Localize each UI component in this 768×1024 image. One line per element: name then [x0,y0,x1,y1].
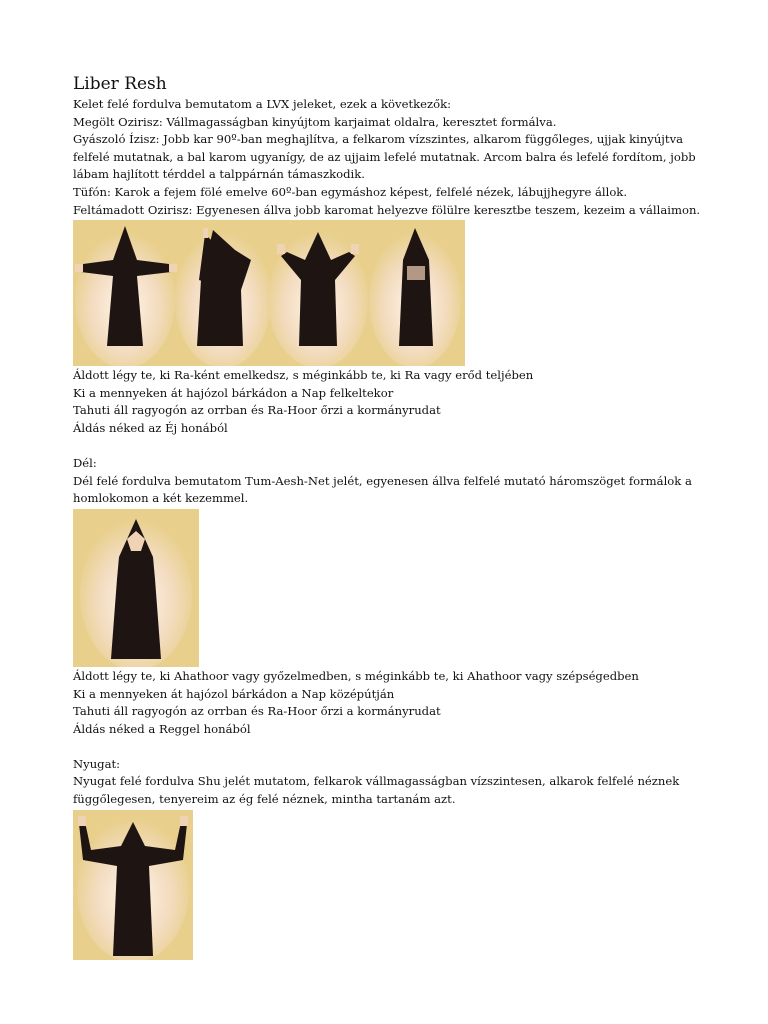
tum-aesh-net-photo [73,509,199,667]
south-line-2: homlokomon a két kezemmel. [73,491,249,506]
lvx-signs-illustration [73,220,465,366]
tum-aesh-net-illustration [73,509,199,667]
east-prayer-1: Áldott légy te, ki Ra-ként emelkedsz, s méginkább te, ki Ra vagy erőd teljében [73,368,534,383]
spacer [73,438,693,456]
east-intro: Kelet felé fordulva bemutatom a LVX jeleket, ezek a következők: [73,97,452,111]
south-prayer-2: Ki a mennyeken át hajózol bárkádon a Nap középútján [73,686,395,701]
east-prayer-4: Áldás néked az Éj honából [73,420,228,435]
spacer [73,738,693,756]
shu-photo [73,810,193,960]
south-prayer-4: Áldás néked a Reggel honából [73,721,251,736]
west-line-1: Nyugat felé fordulva Shu jelét mutatom, felkarok vállmagasságban vízszintesen, alkarok felfelé néznek [73,774,680,789]
south-prayer-1: Áldott légy te, ki Ahathoor vagy győzelmedben, s méginkább te, ki Ahathoor vagy szépségedben [73,668,639,683]
south-line-1: Dél felé fordulva bemutatom Tum-Aesh-Net jelét, egyenesen állva felfelé mutató háromszöget formálok a [73,473,692,488]
lvx-signs-photo [73,220,465,366]
east-isis-3: lábam hajlított térddel a talppárnán támaszkodik. [73,167,365,182]
east-osiris-risen: Feltámadott Ozirisz: Egyenesen állva jobb karomat helyezve fölülre keresztbe teszem, kezeim a vállaimon. [73,202,701,217]
east-isis-1: Gyászoló Ízisz: Jobb kar 90º-ban meghajlítva, a felkarom vízszintes, alkarom függőleges, ujjak kinyújtva [73,132,684,147]
west-heading: Nyugat: [73,756,121,771]
west-line-2: függőlegesen, tenyereim az ég felé néznek, mintha tartanám azt. [73,792,456,807]
east-typhon: Tüfón: Karok a fejem fölé emelve 60º-ban egymáshoz képest, felfelé nézek, lábujjhegyre állok. [73,184,628,199]
page-title: Liber Resh [73,74,167,94]
south-heading: Dél: [73,456,97,471]
east-prayer-2: Ki a mennyeken át hajózol bárkádon a Nap felkeltekor [73,385,394,400]
document-page [73,72,701,961]
east-isis-2: felfelé mutatnak, a bal karom ugyanígy, de az ujjaim lefelé mutatnak. Arcom balra és lefelé fordítom, jobb [73,149,696,164]
east-osiris-slain: Megölt Ozirisz: Vállmagasságban kinyújtom karjaimat oldalra, keresztet formálva. [73,114,557,129]
shu-illustration [73,810,193,960]
south-prayer-3: Tahuti áll ragyogón az orrban és Ra-Hoor őrzi a kormányrudat [73,704,441,719]
east-prayer-3: Tahuti áll ragyogón az orrban és Ra-Hoor őrzi a kormányrudat [73,403,441,418]
